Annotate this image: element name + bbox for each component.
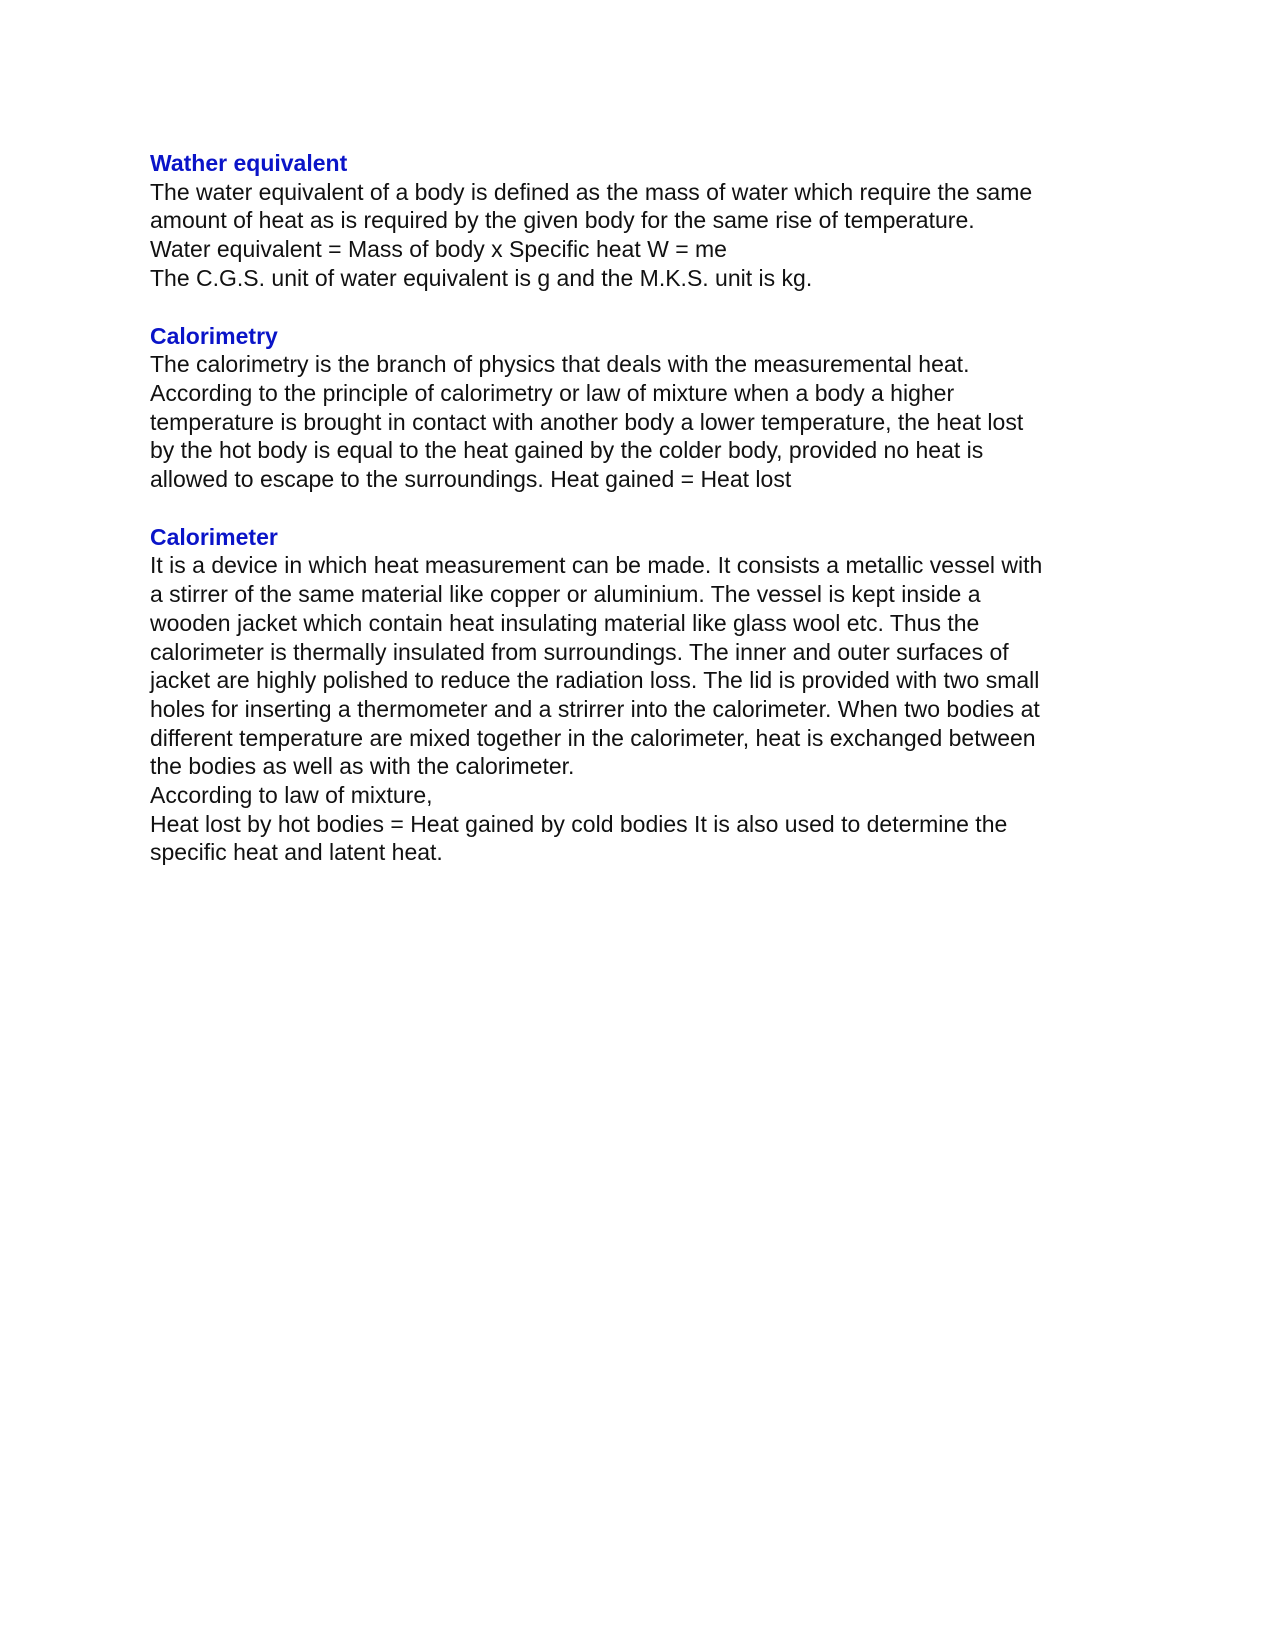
paragraph-line: The calorimetry is the branch of physics that deals with the measuremental heat.: [150, 351, 970, 378]
paragraph-line: wooden jacket which contain heat insulating material like glass wool etc. Thus the: [150, 609, 980, 636]
paragraph-line: different temperature are mixed together in the calorimeter, heat is exchanged between: [150, 724, 1036, 751]
document-page: [150, 149, 1150, 896]
section-calorimetry: [150, 322, 1150, 494]
paragraph-line: jacket are highly polished to reduce the radiation loss. The lid is provided with two small: [150, 667, 1040, 694]
paragraph-line: the bodies as well as with the calorimeter.: [150, 753, 575, 780]
paragraph-line: temperature is brought in contact with another body a lower temperature, the heat lost: [150, 408, 1024, 435]
section-calorimeter: [150, 523, 1150, 867]
paragraph-line: specific heat and latent heat.: [150, 839, 443, 866]
paragraph-line: allowed to escape to the surroundings. Heat gained = Heat lost: [150, 466, 792, 493]
paragraph-line: According to law of mixture,: [150, 782, 433, 809]
paragraph-line: holes for inserting a thermometer and a strirrer into the calorimeter. When two bodies at: [150, 695, 1040, 722]
paragraph-line: The C.G.S. unit of water equivalent is g and the M.K.S. unit is kg.: [150, 264, 813, 291]
paragraph-line: The water equivalent of a body is defined as the mass of water which require the same: [150, 178, 1033, 205]
paragraph-line: Water equivalent = Mass of body x Specific heat W = me: [150, 236, 727, 263]
section-heading: Calorimetry: [150, 322, 278, 349]
section-heading: Wather equivalent: [150, 150, 348, 176]
paragraph-line: According to the principle of calorimetry or law of mixture when a body a higher: [150, 379, 955, 406]
paragraph-line: calorimeter is thermally insulated from surroundings. The inner and outer surfaces of: [150, 638, 1009, 665]
paragraph-line: a stirrer of the same material like copper or aluminium. The vessel is kept inside a: [150, 581, 981, 608]
paragraph-line: amount of heat as is required by the given body for the same rise of temperature.: [150, 207, 975, 234]
paragraph-line: Heat lost by hot bodies = Heat gained by cold bodies It is also used to determine the: [150, 810, 1008, 837]
paragraph-line: by the hot body is equal to the heat gained by the colder body, provided no heat is: [150, 437, 984, 464]
section-water-equivalent: [150, 149, 1150, 293]
paragraph-line: It is a device in which heat measurement can be made. It consists a metallic vessel with: [150, 552, 1043, 579]
section-heading: Calorimeter: [150, 523, 278, 550]
